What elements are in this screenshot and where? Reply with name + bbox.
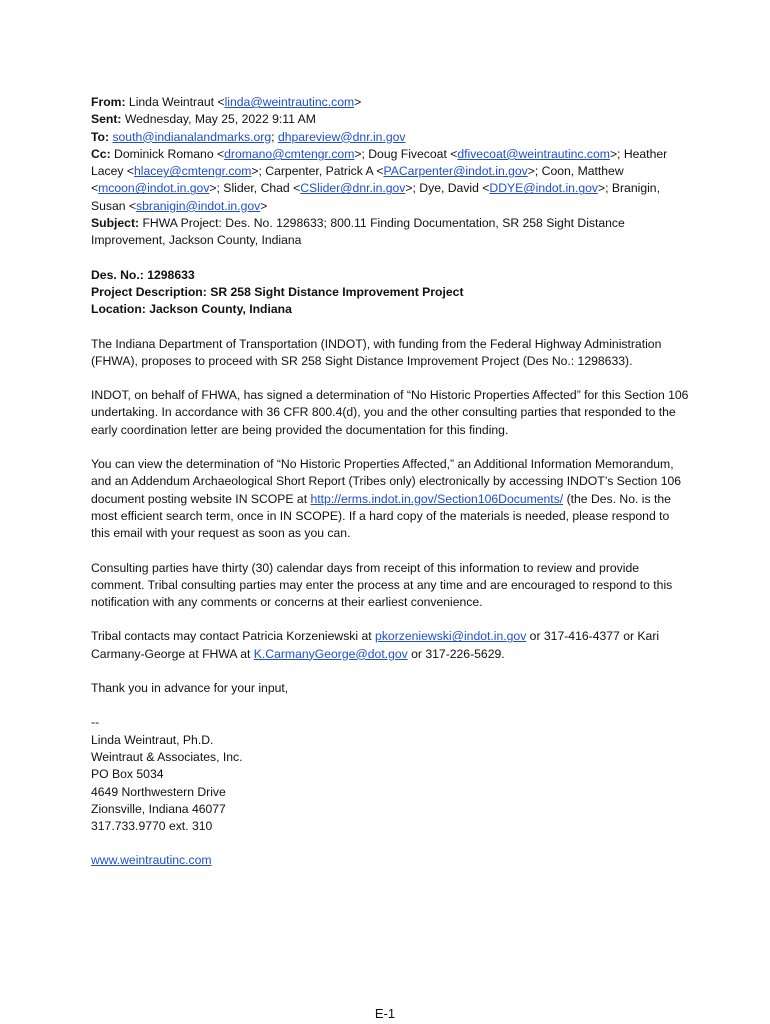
email-header — [91, 94, 691, 250]
to-separator: ; — [271, 129, 278, 144]
from-label: From: — [91, 95, 126, 109]
sent-value: Wednesday, May 25, 2022 9:11 AM — [124, 112, 316, 127]
signature-block — [91, 714, 691, 869]
signature-name: Linda Weintraut, Ph.D. — [91, 732, 214, 747]
cc-text: >; Slider, Chad < — [209, 181, 301, 196]
p3-text-b: (the Des. No. is the most efficient search term, once in IN SCOPE). If a hard copy of the materials is needed, please respond to this email with your request as soon as you can. — [91, 491, 671, 541]
signature-po-box: PO Box 5034 — [91, 767, 164, 782]
p5-text-a: Tribal contacts may contact Patricia Korzeniewski at — [91, 629, 376, 644]
page-number: E-1 — [374, 1006, 396, 1021]
body-paragraph-4: Consulting parties have thirty (30) calendar days from receipt of this information to review and provide comment. Tribal consulting parties may enter the process at any time and are encouraged to respond to this notification with any comments or concerns at their earliest convenience. — [91, 560, 673, 610]
to-email-link-1[interactable]: south@indianalandmarks.org — [112, 129, 272, 144]
subject-value: FHWA Project: Des. No. 1298633; 800.11 Finding Documentation, SR 258 Sight Distance Improvement, Jackson County, Indiana — [91, 216, 625, 248]
p5-text-b: or 317-416-4377 or Kari Carmany-George at FHWA at — [91, 629, 660, 661]
cc-text: >; Dye, David < — [405, 181, 490, 196]
from-close: > — [354, 95, 362, 109]
in-scope-link[interactable]: http://erms.indot.in.gov/Section106Documents/ — [310, 491, 564, 506]
body-paragraph-1: The Indiana Department of Transportation (INDOT), with funding from the Federal Highway Administration (FHWA), proposes to proceed with SR 258 Sight Distance Improvement Project (Des No.: 1298633). — [91, 336, 662, 368]
signature-street: 4649 Northwestern Drive — [91, 784, 226, 799]
to-label: To: — [91, 129, 110, 144]
cc-email-link[interactable]: DDYE@indot.in.gov — [489, 181, 598, 196]
from-line — [91, 94, 691, 111]
cc-email-link[interactable]: CSlider@dnr.in.gov — [300, 181, 406, 196]
cc-email-link[interactable]: hlacey@cmtengr.com — [134, 164, 252, 179]
korzeniewski-email-link[interactable]: pkorzeniewski@indot.in.gov — [375, 629, 527, 644]
cc-email-link[interactable]: sbranigin@indot.in.gov — [136, 198, 261, 213]
cc-text: >; Coon, Matthew < — [91, 164, 624, 196]
project-info — [91, 267, 691, 319]
from-email-link[interactable]: linda@weintrautinc.com — [224, 95, 355, 109]
cc-email-link[interactable]: dromano@cmtengr.com — [224, 146, 355, 161]
cc-text: >; Carpenter, Patrick A < — [251, 164, 384, 179]
sent-line — [91, 111, 691, 128]
carmany-george-email-link[interactable]: K.CarmanyGeorge@dot.gov — [253, 646, 408, 661]
project-description: Project Description: SR 258 Sight Distance Improvement Project — [91, 284, 464, 299]
cc-text: >; Doug Fivecoat < — [354, 146, 458, 161]
body-paragraph-5 — [91, 628, 691, 663]
cc-email-link[interactable]: PACarpenter@indot.in.gov — [383, 164, 528, 179]
cc-line — [91, 146, 691, 215]
cc-email-link[interactable]: mcoon@indot.in.gov — [98, 181, 210, 196]
signature-dashes: -- — [91, 715, 100, 730]
subject-line — [91, 215, 691, 250]
body-paragraph-3 — [91, 456, 691, 542]
signature-city: Zionsville, Indiana 46077 — [91, 801, 226, 816]
from-name: Linda Weintraut < — [128, 95, 225, 109]
cc-text: > — [260, 198, 268, 213]
body-paragraph-2: INDOT, on behalf of FHWA, has signed a determination of “No Historic Properties Affected” for this Section 106 undertaking. In accordance with 36 CFR 800.4(d), you and the other consulting parties that responded to the early coordination letter are being provided the documentation for this finding. — [91, 388, 689, 437]
cc-text: >; Branigin, Susan < — [91, 181, 660, 213]
website-link[interactable]: www.weintrautinc.com — [91, 853, 212, 868]
cc-text: >; Heather Lacey < — [91, 146, 668, 179]
des-no: Des. No.: 1298633 — [91, 267, 195, 282]
subject-label: Subject: — [91, 216, 140, 231]
thanks-line: Thank you in advance for your input, — [91, 681, 289, 696]
cc-text: Dominick Romano < — [114, 146, 225, 161]
sent-label: Sent: — [91, 112, 122, 127]
to-email-link-2[interactable]: dhpareview@dnr.in.gov — [277, 129, 406, 144]
signature-phone: 317.733.9770 ext. 310 — [91, 819, 213, 834]
p3-text-a: You can view the determination of “No Historic Properties Affected,” an Additional Information Memorandum, and an Addendum Archaeological Short Report (Tribes only) electronically by accessing INDOT’s Section 106 document posting website IN SCOPE at — [91, 457, 682, 506]
cc-label: Cc: — [91, 146, 111, 161]
cc-email-link[interactable]: dfivecoat@weintrautinc.com — [457, 146, 610, 161]
email-document — [91, 94, 691, 870]
cc-list — [91, 147, 667, 213]
p5-text-c: or 317-226-5629. — [407, 646, 505, 661]
to-line — [91, 129, 691, 146]
project-location: Location: Jackson County, Indiana — [91, 302, 292, 317]
signature-company: Weintraut & Associates, Inc. — [91, 749, 243, 764]
